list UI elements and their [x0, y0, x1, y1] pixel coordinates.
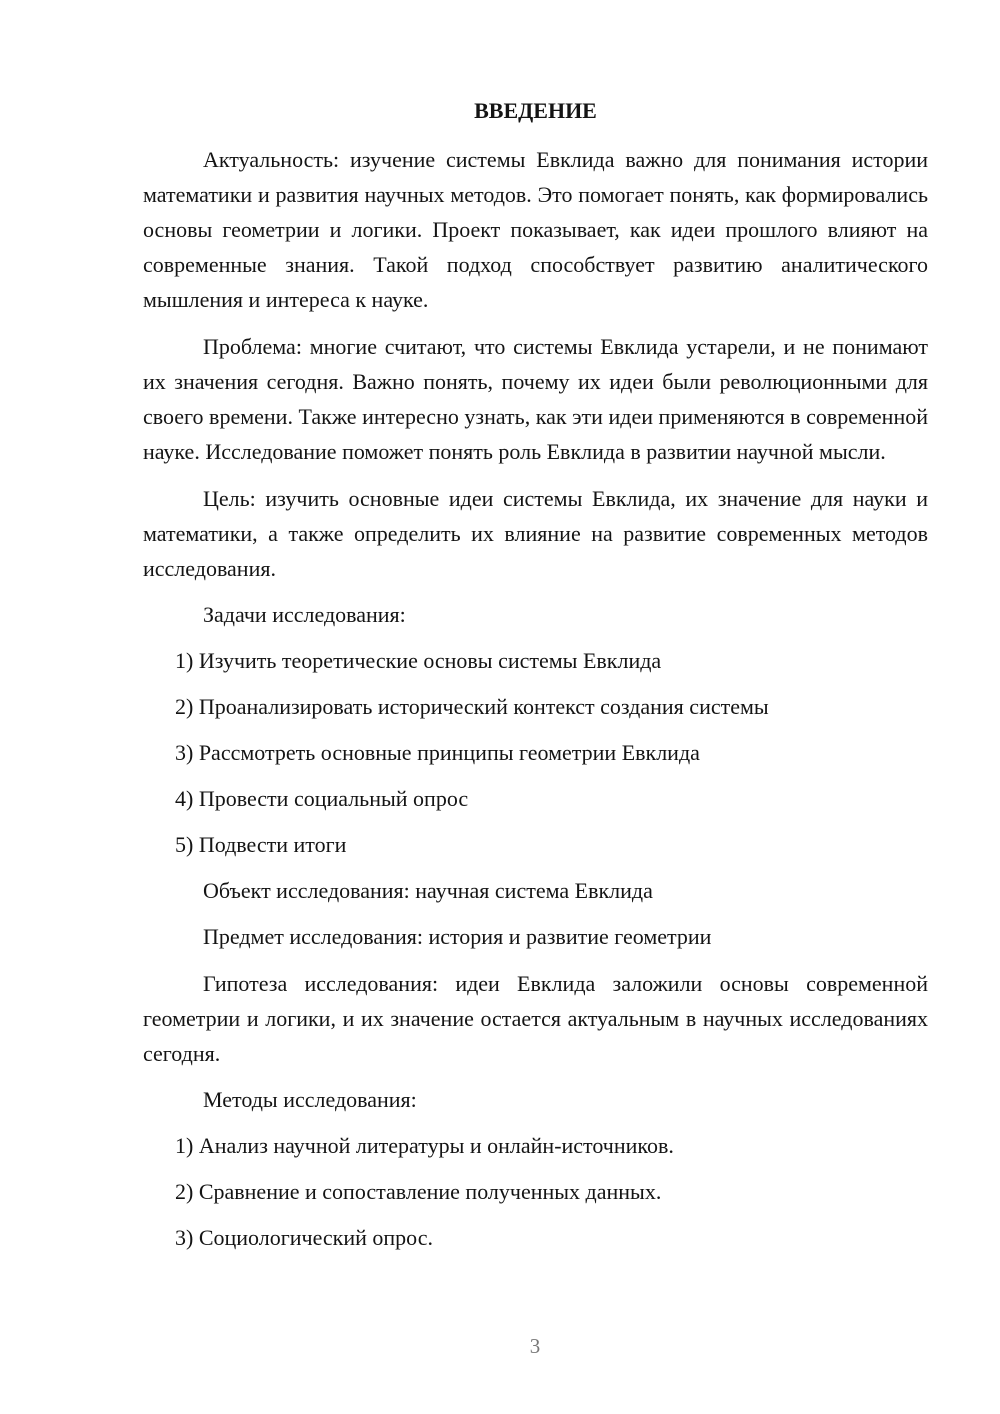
hypothesis-paragraph: Гипотеза исследования: идеи Евклида заложили основы современной геометрии и логики, и их значение остается актуальным в научных исследованиях сегодня. — [143, 971, 928, 1066]
goal-paragraph: Цель: изучить основные идеи системы Евклида, их значение для науки и математики, а также определить их влияние на развитие современных методов исследования. — [143, 486, 928, 581]
task-item: 2) Проанализировать исторический контекст создания системы — [175, 694, 769, 719]
method-item: 3) Социологический опрос. — [175, 1225, 433, 1250]
tasks-heading: Задачи исследования: — [203, 602, 406, 627]
task-item: 1) Изучить теоретические основы системы Евклида — [175, 648, 662, 673]
research-object: Объект исследования: научная система Евклида — [203, 878, 653, 903]
problem-paragraph: Проблема: многие считают, что системы Евклида устарели, и не понимают их значения сегодня. Важно понять, почему их идеи были революционными для своего времени. Также интересно узнать, как эти идеи применяются в современной науке. Исследование поможет понять роль Евклида в развитии научной мысли. — [143, 334, 928, 464]
method-item: 2) Сравнение и сопоставление полученных данных. — [175, 1179, 662, 1204]
methods-heading: Методы исследования: — [203, 1087, 417, 1112]
section-title: ВВЕДЕНИЕ — [474, 98, 597, 123]
research-subject: Предмет исследования: история и развитие геометрии — [203, 924, 712, 949]
task-item: 3) Рассмотреть основные принципы геометрии Евклида — [175, 740, 700, 765]
document-page — [143, 96, 928, 1267]
page-number: 3 — [529, 1334, 541, 1358]
method-item: 1) Анализ научной литературы и онлайн-источников. — [175, 1133, 674, 1158]
task-item: 4) Провести социальный опрос — [175, 786, 469, 811]
task-item: 5) Подвести итоги — [175, 832, 347, 857]
relevance-paragraph: Актуальность: изучение системы Евклида важно для понимания истории математики и развития научных методов. Это помогает понять, как формировались основы геометрии и логики. Проект показывает, как идеи прошлого влияют на современные знания. Такой подход способствует развитию аналитического мышления и интереса к науке. — [143, 147, 928, 312]
